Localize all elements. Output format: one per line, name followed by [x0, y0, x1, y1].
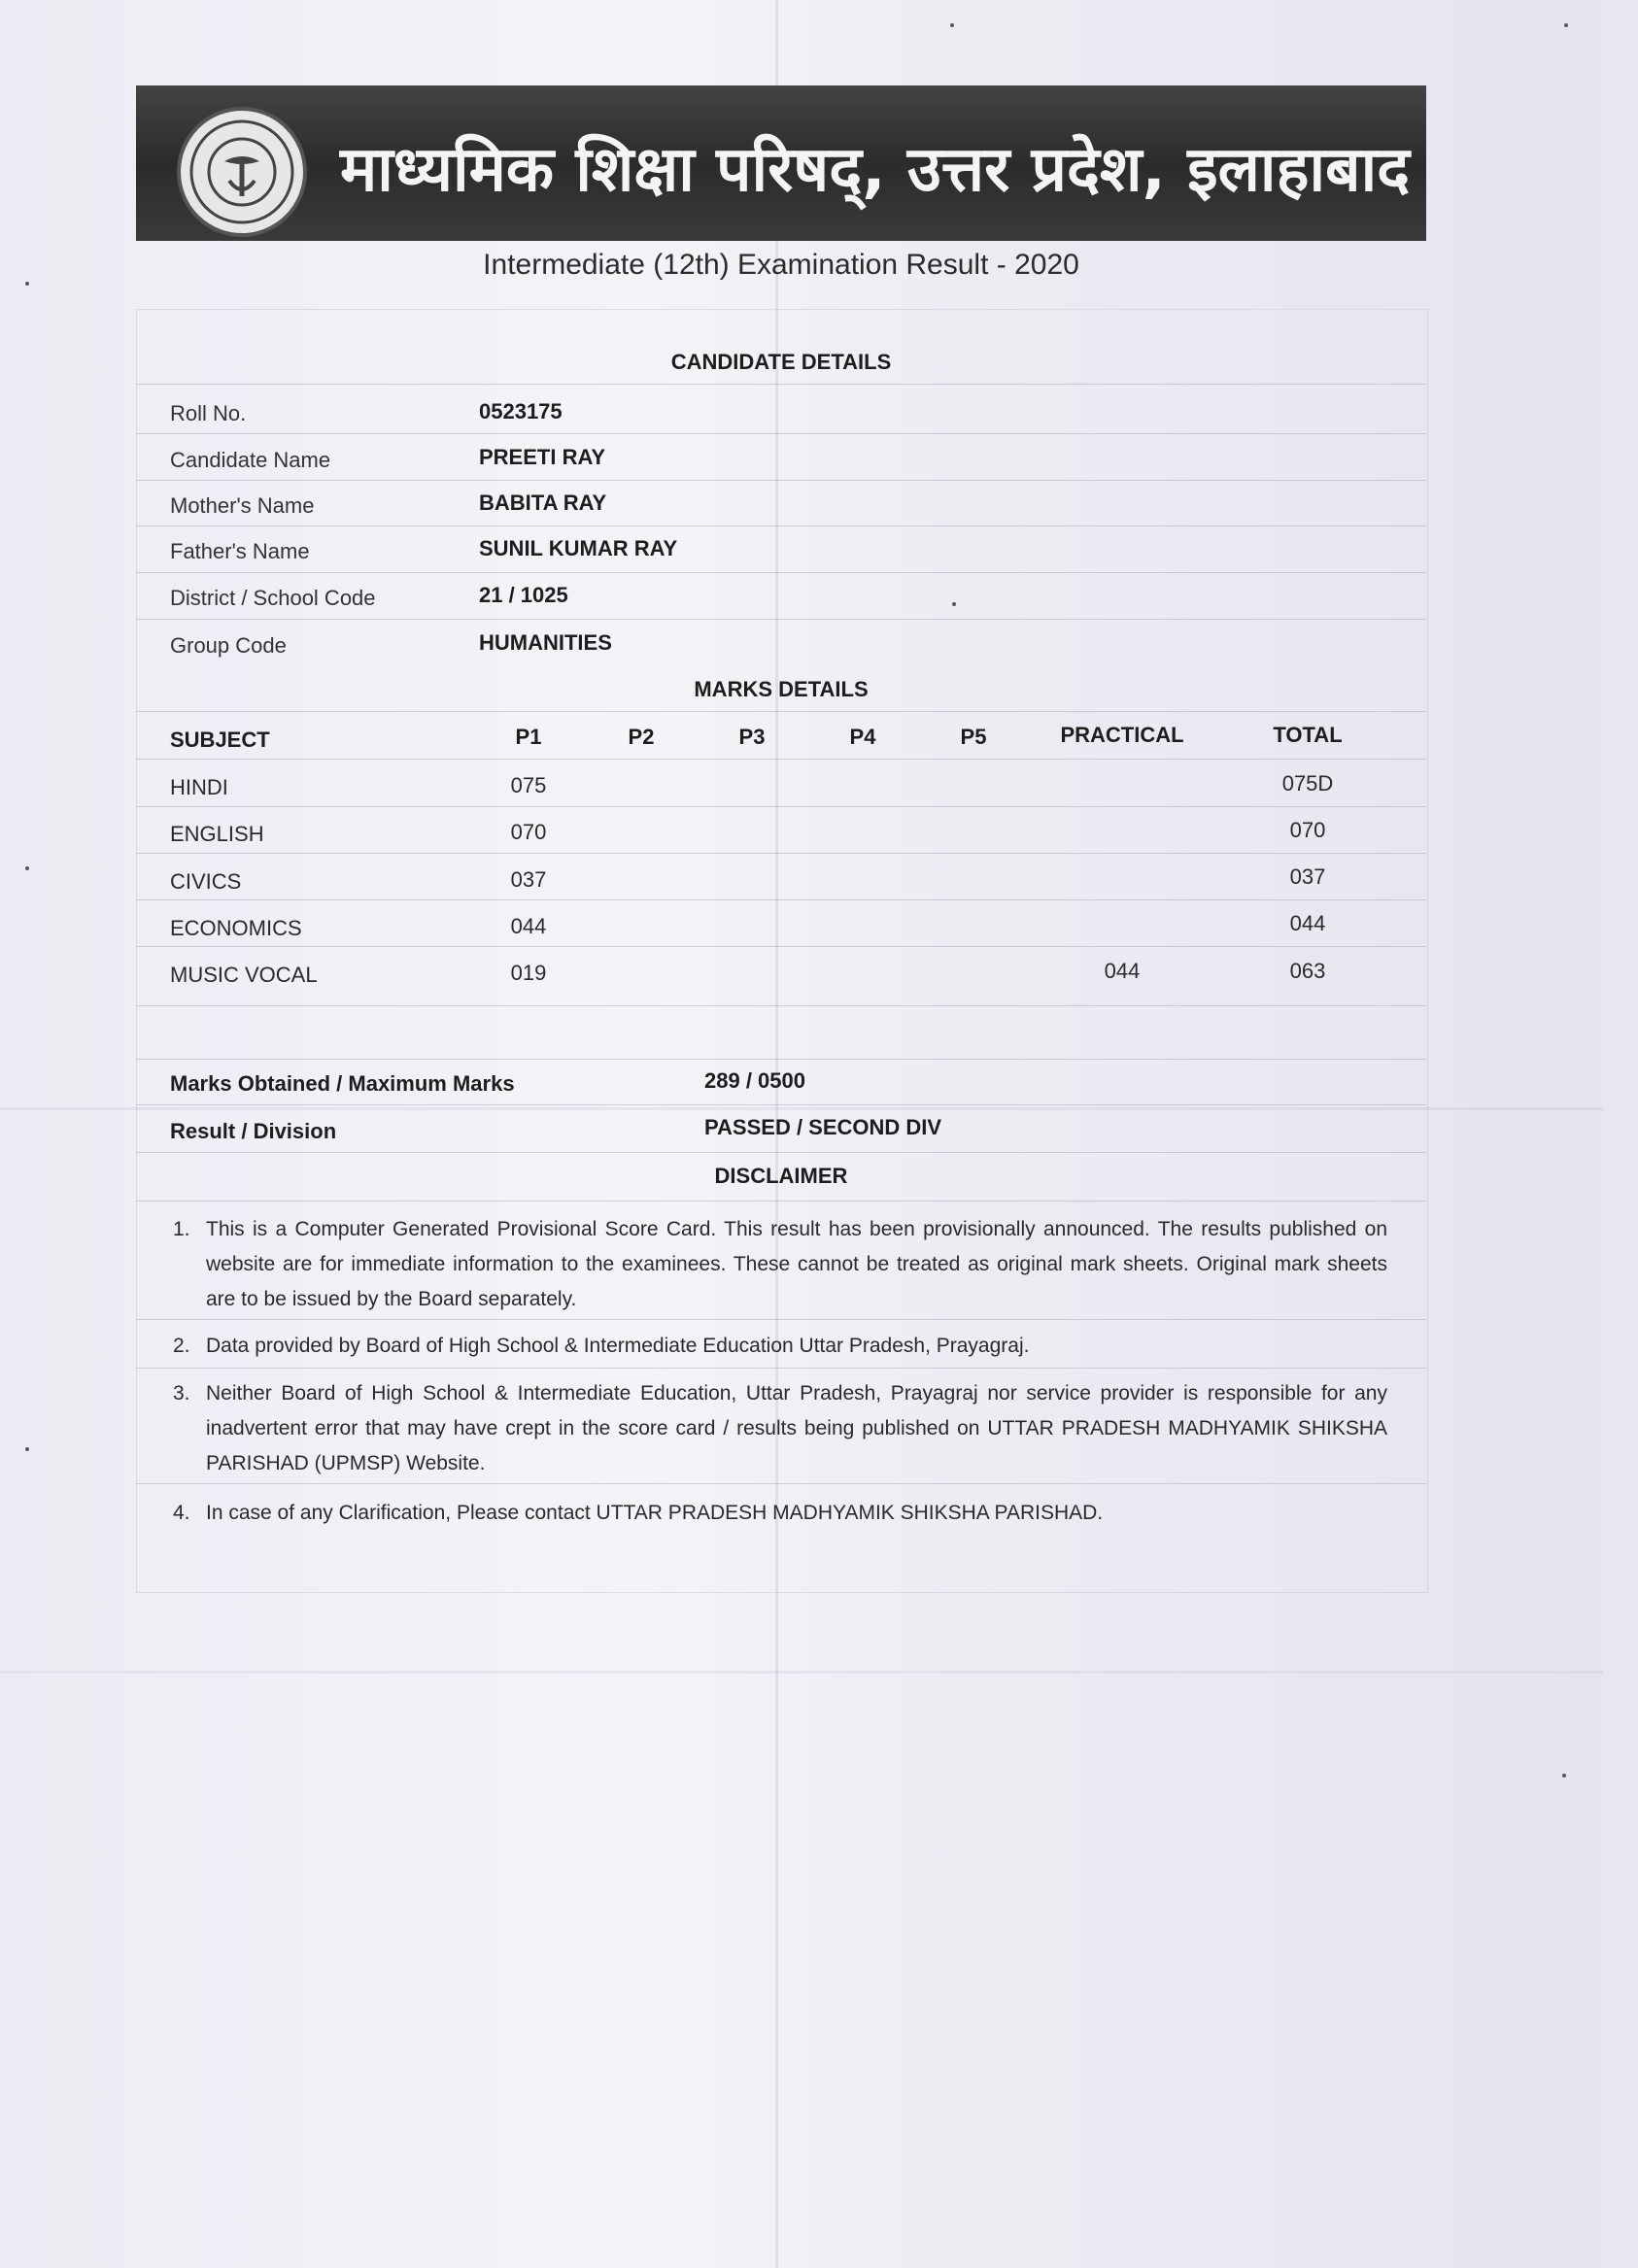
- column-header-p4: P4: [849, 725, 876, 749]
- list-item-number: 2.: [173, 1335, 190, 1357]
- list-item-text: This is a Computer Generated Provisional Score Card. This result has been provisionally announced. The results published on website are for immediate information to the examinees. These cannot be treated as original mark sheets. Original mark sheets are to be issued by the Board separately.: [206, 1218, 1387, 1310]
- row-divider: [136, 525, 1426, 526]
- column-header-practical: PRACTICAL: [1060, 723, 1184, 747]
- exam-title: Intermediate (12th) Examination Result - 2020: [483, 249, 1079, 281]
- column-header-p1: P1: [515, 725, 542, 749]
- column-header-p5: P5: [960, 725, 987, 749]
- row-divider: [136, 1152, 1426, 1153]
- row-divider: [136, 1319, 1426, 1320]
- subject-cell: MUSIC VOCAL: [170, 963, 318, 987]
- row-divider: [136, 759, 1426, 760]
- scan-speck: [952, 602, 956, 606]
- result-division-value: PASSED / SECOND DIV: [704, 1115, 942, 1139]
- row-divider: [136, 853, 1426, 854]
- scan-speck: [25, 1447, 29, 1451]
- subject-cell: CIVICS: [170, 869, 242, 894]
- roll-no-value: 0523175: [479, 399, 563, 423]
- practical-cell: 044: [1104, 959, 1141, 983]
- scan-speck: [1562, 1774, 1566, 1777]
- roll-no-label: Roll No.: [170, 401, 247, 425]
- candidate-name-label: Candidate Name: [170, 448, 331, 472]
- candidate-details-title: CANDIDATE DETAILS: [670, 350, 892, 374]
- group-code-value: HUMANITIES: [479, 630, 612, 655]
- list-item: [173, 1329, 1387, 1364]
- seal-emblem-icon: [181, 111, 303, 233]
- p1-cell: 044: [510, 914, 547, 938]
- subject-cell: ECONOMICS: [170, 916, 302, 940]
- list-item-number: 3.: [173, 1382, 190, 1405]
- list-item: [173, 1496, 1387, 1531]
- row-divider: [136, 1059, 1426, 1060]
- marks-details-title: MARKS DETAILS: [694, 677, 869, 701]
- list-item-text: Data provided by Board of High School & Intermediate Education Uttar Pradesh, Prayagraj.: [206, 1335, 1030, 1357]
- subject-cell: HINDI: [170, 775, 228, 799]
- row-divider: [136, 572, 1426, 573]
- scan-speck: [25, 282, 29, 286]
- column-header-p3: P3: [738, 725, 766, 749]
- paper-fold-horizontal: [0, 1671, 1603, 1674]
- row-divider: [136, 1005, 1426, 1006]
- list-item-text: Neither Board of High School & Intermediate Education, Uttar Pradesh, Prayagraj nor service provider is responsible for any inadvertent error that may have crept in the score card / results being published on UTTAR PRADESH MADHYAMIK SHIKSHA PARISHAD (UPMSP) Website.: [206, 1382, 1387, 1474]
- mother-name-value: BABITA RAY: [479, 491, 607, 515]
- group-code-label: Group Code: [170, 633, 287, 658]
- row-divider: [136, 384, 1426, 385]
- column-header-p2: P2: [628, 725, 655, 749]
- row-divider: [136, 433, 1426, 434]
- board-seal-logo: [177, 107, 307, 237]
- list-item-number: 1.: [173, 1218, 190, 1240]
- district-school-code-value: 21 / 1025: [479, 583, 568, 607]
- row-divider: [136, 1201, 1426, 1202]
- list-item: [173, 1376, 1387, 1481]
- list-item-number: 4.: [173, 1502, 190, 1524]
- board-name-title: माध्यमिक शिक्षा परिषद्, उत्तर प्रदेश, इलाहाबाद: [340, 134, 1411, 206]
- scan-speck: [25, 866, 29, 870]
- total-cell: 063: [1289, 959, 1326, 983]
- result-division-label: Result / Division: [170, 1119, 337, 1143]
- row-divider: [136, 946, 1426, 947]
- p1-cell: 075: [510, 773, 547, 797]
- row-divider: [136, 1368, 1426, 1369]
- marks-obtained-value: 289 / 0500: [704, 1068, 805, 1093]
- marks-obtained-label: Marks Obtained / Maximum Marks: [170, 1071, 515, 1096]
- p1-cell: 037: [510, 867, 547, 892]
- disclaimer-title: DISCLAIMER: [714, 1164, 848, 1188]
- row-divider: [136, 899, 1426, 900]
- scan-speck: [950, 23, 954, 27]
- p1-cell: 019: [510, 961, 547, 985]
- total-cell: 070: [1289, 818, 1326, 842]
- candidate-name-value: PREETI RAY: [479, 445, 606, 469]
- row-divider: [136, 1104, 1426, 1105]
- row-divider: [136, 619, 1426, 620]
- scan-speck: [1564, 23, 1568, 27]
- row-divider: [136, 1483, 1426, 1484]
- column-header-total: TOTAL: [1273, 723, 1343, 747]
- subject-cell: ENGLISH: [170, 822, 264, 846]
- father-name-value: SUNIL KUMAR RAY: [479, 536, 678, 560]
- father-name-label: Father's Name: [170, 539, 310, 563]
- list-item: [173, 1212, 1387, 1317]
- column-header-subject: SUBJECT: [170, 728, 270, 752]
- list-item-text: In case of any Clarification, Please contact UTTAR PRADESH MADHYAMIK SHIKSHA PARISHAD.: [206, 1502, 1104, 1524]
- total-cell: 075D: [1281, 771, 1334, 795]
- row-divider: [136, 711, 1426, 712]
- p1-cell: 070: [510, 820, 547, 844]
- row-divider: [136, 806, 1426, 807]
- district-school-code-label: District / School Code: [170, 586, 376, 610]
- row-divider: [136, 480, 1426, 481]
- mother-name-label: Mother's Name: [170, 493, 315, 518]
- total-cell: 037: [1289, 864, 1326, 889]
- total-cell: 044: [1289, 911, 1326, 935]
